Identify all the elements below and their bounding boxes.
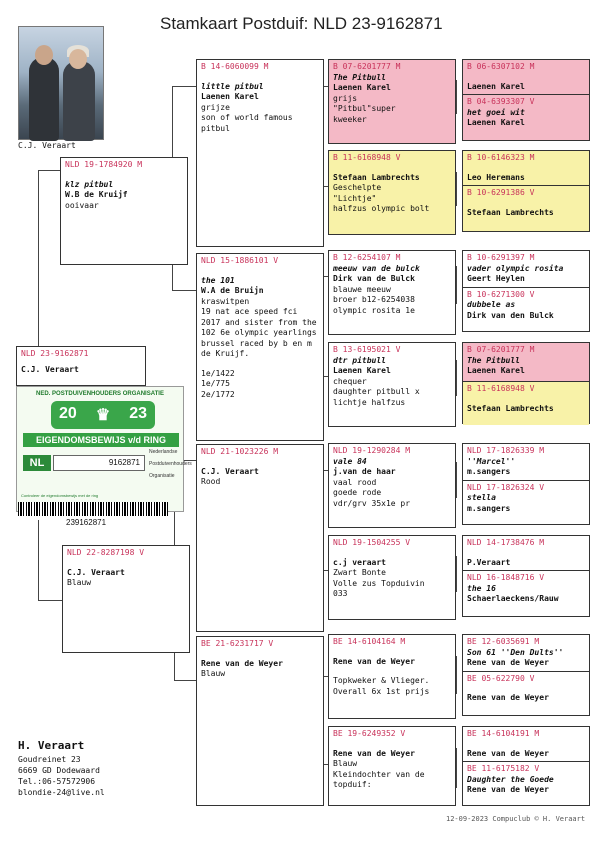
g4-8-dam-breeder: Rene van de Weyer bbox=[467, 785, 549, 794]
ssd-line1: Geschelpte bbox=[333, 183, 382, 192]
sd-box bbox=[196, 253, 324, 441]
owner-email: blondie-24@live.nl bbox=[18, 788, 105, 797]
g4-5-sire-ring: NLD 17-1826339 M bbox=[467, 446, 545, 455]
dam-breeder: C.J. Veraart bbox=[67, 567, 125, 577]
g4-box-1 bbox=[462, 59, 590, 141]
g4-6-dam-ring: NLD 16-1848716 V bbox=[467, 573, 545, 582]
ds-ring: NLD 21-1023226 M bbox=[201, 447, 279, 456]
sd-notes: 19 nat ace speed fci 2017 and sister from the 102 6e olympic yearlings brussel raced by b en m de Kruijf. bbox=[201, 307, 317, 358]
card-side2: Postduivenhouders bbox=[149, 461, 192, 467]
dsd-line2: 033 bbox=[333, 589, 348, 598]
g4-1-dam-breeder: Laenen Karel bbox=[467, 118, 525, 127]
sss-breeder: Laenen Karel bbox=[333, 83, 391, 92]
g4-5-sire-name: ''Marcel'' bbox=[467, 456, 516, 466]
photo-caption: C.J. Veraart bbox=[18, 141, 76, 150]
g4-1-dam-name: het goei wit bbox=[467, 107, 525, 117]
dds-box bbox=[328, 634, 456, 719]
sd-result2: 1e/775 bbox=[201, 379, 230, 388]
ssd-line3: halfzus olympic bolt bbox=[333, 204, 430, 213]
owner-street: Goudreinet 23 bbox=[18, 755, 81, 764]
g4-2-sire-breeder: Leo Heremans bbox=[467, 172, 525, 182]
dam-ring: NLD 22-8287198 V bbox=[67, 548, 145, 557]
dss-ring: NLD 19-1290284 M bbox=[333, 446, 411, 455]
ddd-line1: Kleindochter van de bbox=[333, 769, 425, 779]
dam-color: Blauw bbox=[67, 578, 92, 587]
sd-result3: 2e/1772 bbox=[201, 389, 235, 399]
dsd-breeder: c.j veraart bbox=[333, 557, 386, 567]
dds-line2: Overall 6x 1st prijs bbox=[333, 686, 430, 696]
g4-7-sire-name: Son 61 ''Den Dults'' bbox=[467, 647, 564, 657]
card-number: 9162871 bbox=[53, 455, 145, 471]
ddd-box bbox=[328, 726, 456, 806]
g4-5-dam-ring: NLD 17-1826324 V bbox=[467, 482, 545, 492]
g4-7-dam-breeder: Rene van de Weyer bbox=[467, 693, 549, 702]
dd-ring: BE 21-6231717 V bbox=[201, 639, 274, 648]
sss-ring: B 07-6201777 M bbox=[333, 62, 401, 71]
g4-5-dam-breeder: m.sangers bbox=[467, 503, 511, 513]
ssd-box bbox=[328, 150, 456, 235]
dss-line1: goede rode bbox=[333, 488, 382, 497]
g4-3-dam-name: dubbele as bbox=[467, 300, 516, 309]
g4-8-dam-name: Daughter the Goede bbox=[467, 774, 554, 784]
g4-3-sire-breeder: Geert Heylen bbox=[467, 274, 525, 283]
dss-name: vale 84 bbox=[333, 456, 367, 466]
g4-7-sire-breeder: Rene van de Weyer bbox=[467, 658, 549, 667]
g4-4-sire-name: The Pitbull bbox=[467, 355, 520, 365]
lion-icon: ♛ bbox=[95, 407, 111, 424]
sire-box bbox=[60, 157, 188, 265]
dsd-box bbox=[328, 535, 456, 620]
dsd-color: Zwart Bonte bbox=[333, 568, 386, 577]
g4-2-dam-breeder: Stefaan Lambrechts bbox=[467, 207, 554, 217]
sss-notes1: "Pitbul"super bbox=[333, 104, 396, 113]
g4-box-7 bbox=[462, 634, 590, 716]
sdd-line2: lichtje halfzus bbox=[333, 397, 406, 407]
owner-name: H. Veraart bbox=[18, 739, 85, 752]
owner-city: 6669 GD Dodewaard bbox=[18, 766, 100, 775]
ownership-card bbox=[16, 386, 192, 512]
ss-color: grijze bbox=[201, 102, 230, 112]
sds-line2: olympic rosita 1e bbox=[333, 305, 415, 315]
g4-box-5 bbox=[462, 443, 590, 525]
g4-1-sire-ring: B 06-6307102 M bbox=[467, 62, 535, 71]
dd-box bbox=[196, 636, 324, 806]
ds-color: Rood bbox=[201, 477, 221, 486]
subject-box bbox=[16, 346, 146, 386]
g4-8-dam-ring: BE 11-6175182 V bbox=[467, 764, 540, 773]
dss-breeder: j.van de haar bbox=[333, 467, 396, 476]
card-band: EIGENDOMSBEWIJS v/d RING bbox=[23, 433, 179, 447]
sss-notes2: kweeker bbox=[333, 114, 367, 124]
g4-2-dam-ring: B 10-6291386 V bbox=[467, 188, 535, 197]
owner-address bbox=[18, 740, 105, 798]
card-header: NED. POSTDUIVENHOUDERS ORGANISATIE bbox=[36, 391, 164, 397]
ssd-line2: "Lichtje" bbox=[333, 193, 377, 203]
card-side3: Organisatie bbox=[149, 473, 175, 479]
sds-box bbox=[328, 250, 456, 335]
sdd-line1: daughter pitbull x bbox=[333, 387, 420, 396]
dd-color: Blauw bbox=[201, 669, 226, 678]
dds-ring: BE 14-6104164 M bbox=[333, 637, 406, 646]
dd-breeder: Rene van de Weyer bbox=[201, 658, 283, 668]
sdd-color: chequer bbox=[333, 376, 367, 386]
g4-8-sire-breeder: Rene van de Weyer bbox=[467, 748, 549, 758]
ddd-ring: BE 19-6249352 V bbox=[333, 729, 406, 738]
sd-breeder: W.A de Bruijn bbox=[201, 286, 264, 295]
sds-line1: broer b12-6254038 bbox=[333, 295, 415, 304]
subject-ring: NLD 23-9162871 bbox=[21, 349, 89, 358]
owner-tel: Tel.:06-57572906 bbox=[18, 777, 96, 786]
g4-box-2 bbox=[462, 150, 590, 232]
g4-6-dam-breeder: Schaerlaeckens/Rauw bbox=[467, 594, 559, 603]
sd-name: the 101 bbox=[201, 275, 235, 285]
ssd-ring: B 11-6168948 V bbox=[333, 153, 401, 162]
card-country: NL bbox=[23, 455, 51, 471]
dsd-ring: NLD 19-1504255 V bbox=[333, 538, 411, 547]
page-footer: 12-09-2023 Compuclub © H. Veraart bbox=[446, 815, 586, 823]
ss-name: little pitbul bbox=[201, 81, 264, 91]
sd-ring: NLD 15-1886101 V bbox=[201, 256, 279, 265]
dds-line1: Topkweker & Vlieger. bbox=[333, 676, 430, 685]
g4-box-6 bbox=[462, 535, 590, 617]
g4-5-sire-breeder: m.sangers bbox=[467, 467, 511, 476]
card-year: 20 ♛ 23 bbox=[51, 401, 155, 429]
dss-color: vaal rood bbox=[333, 477, 377, 487]
sire-name: klz pitbul bbox=[65, 179, 114, 189]
ss-ring: B 14-6060099 M bbox=[201, 62, 269, 71]
dss-box bbox=[328, 443, 456, 528]
g4-4-dam-breeder: Stefaan Lambrechts bbox=[467, 403, 554, 413]
g4-4-dam-ring: B 11-6168948 V bbox=[467, 384, 535, 393]
ss-breeder: Laenen Karel bbox=[201, 92, 259, 101]
sire-ring: NLD 19-1784920 M bbox=[65, 160, 143, 169]
ddd-line2: topduif: bbox=[333, 780, 372, 789]
barcode bbox=[18, 502, 168, 516]
ss-notes: son of world famous pitbul bbox=[201, 113, 293, 133]
owner-photo bbox=[18, 26, 104, 140]
page-title: Stamkaart Postduif: NLD 23-9162871 bbox=[160, 14, 443, 33]
sdd-name: dtr pitbull bbox=[333, 355, 386, 365]
sdd-breeder: Laenen Karel bbox=[333, 366, 391, 375]
g4-box-3 bbox=[462, 250, 590, 332]
sds-breeder: Dirk van de Bulck bbox=[333, 274, 415, 283]
ds-box bbox=[196, 444, 324, 632]
ds-breeder: C.J. Veraart bbox=[201, 466, 259, 476]
sdd-ring: B 13-6195021 V bbox=[333, 345, 401, 354]
g4-3-sire-ring: B 10-6291397 M bbox=[467, 253, 535, 262]
card-footer: Controleer de eigendomsbewijs met de ring bbox=[21, 493, 99, 498]
g4-6-sire-breeder: P.Veraart bbox=[467, 557, 511, 567]
sds-color: blauwe meeuw bbox=[333, 284, 391, 294]
dsd-line1: Volle zus Topduivin bbox=[333, 578, 425, 588]
sss-name: The Pitbull bbox=[333, 72, 386, 82]
g4-8-sire-ring: BE 14-6104191 M bbox=[467, 729, 540, 738]
g4-1-sire-breeder: Laenen Karel bbox=[467, 81, 525, 91]
g4-5-dam-name: stella bbox=[467, 493, 496, 502]
g4-2-sire-ring: B 10-6146323 M bbox=[467, 153, 535, 162]
sds-ring: B 12-6254107 M bbox=[333, 253, 401, 262]
dds-breeder: Rene van de Weyer bbox=[333, 656, 415, 666]
ddd-color: Blauw bbox=[333, 759, 358, 768]
sd-color: kraswitpen bbox=[201, 296, 250, 306]
g4-box-8 bbox=[462, 726, 590, 806]
dam-box bbox=[62, 545, 190, 653]
g4-4-sire-breeder: Laenen Karel bbox=[467, 366, 525, 375]
card-side1: Nederlandse bbox=[149, 449, 178, 455]
sire-color: ooivaar bbox=[65, 200, 99, 210]
sire-breeder: W.B de Kruijf bbox=[65, 190, 128, 199]
g4-box-4 bbox=[462, 342, 590, 424]
g4-4-sire-ring: B 07-6201777 M bbox=[467, 345, 535, 354]
sdd-box bbox=[328, 342, 456, 427]
subject-owner: C.J. Veraart bbox=[21, 364, 79, 374]
sds-name: meeuw van de bulck bbox=[333, 263, 420, 273]
g4-7-sire-ring: BE 12-6035691 M bbox=[467, 637, 540, 646]
dss-line2: vdr/grv 35x1e pr bbox=[333, 498, 411, 508]
g4-6-dam-name: the 16 bbox=[467, 583, 496, 593]
ssd-breeder: Stefaan Lambrechts bbox=[333, 172, 420, 182]
ss-box bbox=[196, 59, 324, 247]
g4-1-dam-ring: B 04-6393307 V bbox=[467, 97, 535, 106]
g4-3-dam-ring: B 10-6271300 V bbox=[467, 289, 535, 299]
g4-3-sire-name: vader olympic rosita bbox=[467, 263, 564, 273]
barcode-number: 239162871 bbox=[66, 518, 107, 527]
ddd-breeder: Rene van de Weyer bbox=[333, 748, 415, 758]
sd-result1: 1e/1422 bbox=[201, 368, 235, 378]
sss-color: grijs bbox=[333, 93, 358, 103]
g4-3-dam-breeder: Dirk van den Bulck bbox=[467, 310, 554, 320]
g4-6-sire-ring: NLD 14-1738476 M bbox=[467, 538, 545, 547]
sss-box bbox=[328, 59, 456, 144]
g4-7-dam-ring: BE 05-622790 V bbox=[467, 673, 535, 683]
